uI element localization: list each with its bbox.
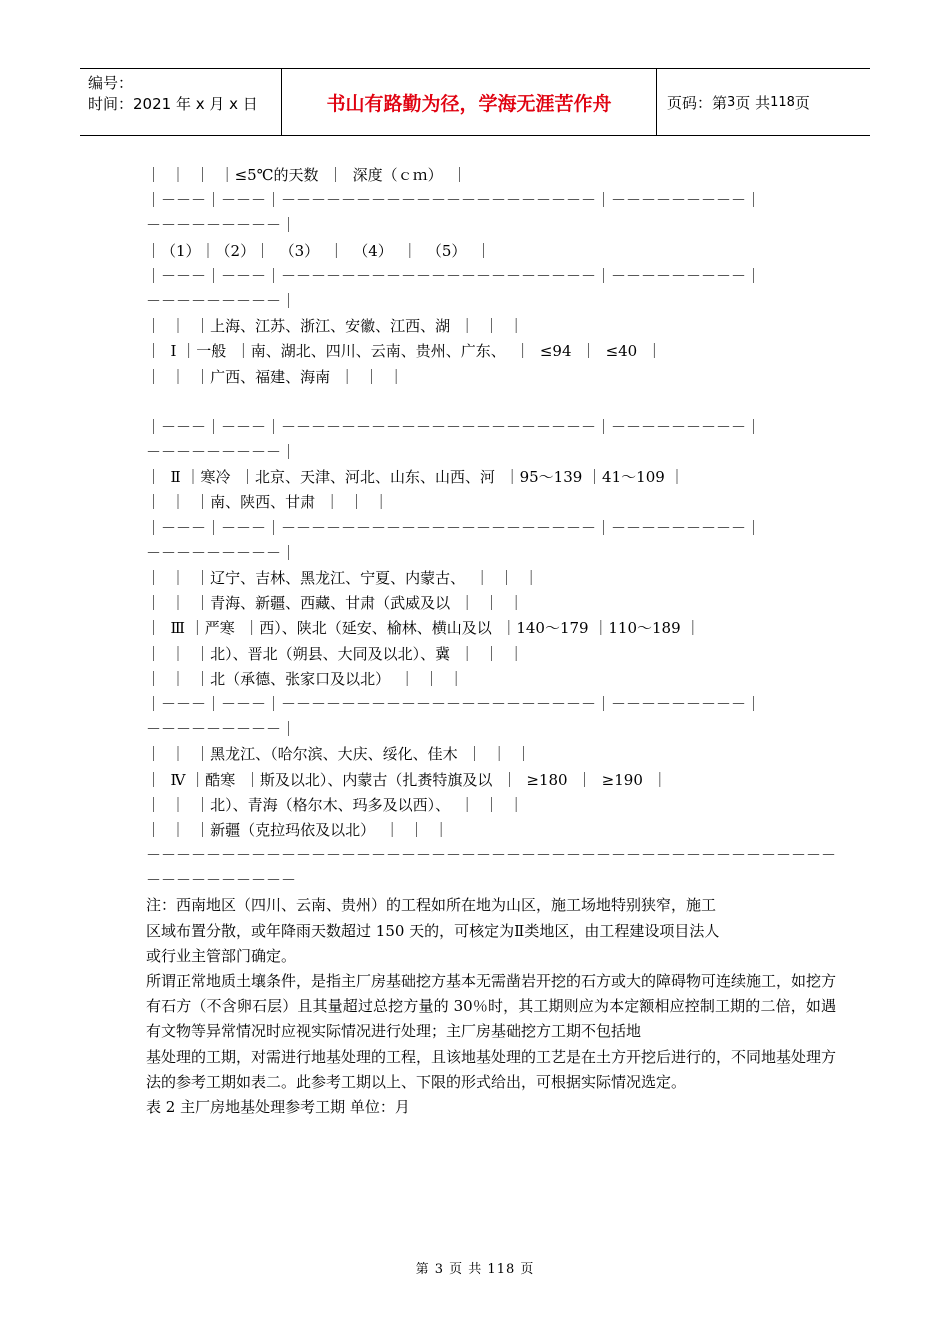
table-line: ｜ ｜ ｜南、陕西、甘肃 ｜ ｜ ｜ (146, 493, 389, 512)
note-line: 区域布置分散，或年降雨天数超过 150 天的，可核定为Ⅱ类地区，由工程建设项目法人 (146, 921, 720, 940)
table-line: ｜ ｜ ｜北（承德、张家口及以北） ｜ ｜ ｜ (146, 669, 464, 688)
paragraph-soil-conditions: 所谓正常地质土壤条件，是指主厂房基础挖方基本无需凿岩开挖的石方或大的障碍物可连续施工，如挖方有石方（不含卵石层）且其量超过总挖方量的 30％时，其工期则应为本定额相应控制工期的二倍，如遇有文物等异常情况时应视实际情况进行处理；主厂房基础挖方工期不包括地 (146, 972, 837, 1041)
table-line: ｜ ｜ ｜上海、江苏、浙江、安徽、江西、湖 ｜ ｜ ｜ (146, 317, 524, 336)
table-line: ｜ Ⅳ ｜酷寒 ｜斯及以北）、内蒙古（扎赉特旗及以 ｜ ≥180 ｜ ≥190 ｜ (146, 770, 668, 789)
table-line: －－－－－－－－－－－－－－－－－－－－－－－－－－－－－－－－－－－－－－－－－－－－－－ (146, 846, 836, 865)
table2-title: 表 2 主厂房地基处理参考工期 单位：月 (146, 1098, 410, 1117)
table-line: ｜ Ⅰ ｜一般 ｜南、湖北、四川、云南、贵州、广东、 ｜ ≤94 ｜ ≤40 ｜ (146, 342, 662, 361)
header-info (80, 69, 282, 135)
note-line: 或行业主管部门确定。 (146, 946, 297, 965)
page-footer: 第 3 页 共 118 页 (415, 1262, 535, 1277)
document-body (146, 163, 836, 1120)
table-line: －－－－－－－－－｜ (146, 720, 297, 739)
table-line: ｜－－－｜－－－｜－－－－－－－－－－－－－－－－－－－－－｜－－－－－－－－－｜ (146, 266, 762, 285)
table-line: －－－－－－－－－｜ (146, 216, 297, 235)
table-line: ｜ ｜ ｜广西、福建、海南 ｜ ｜ ｜ (146, 367, 404, 386)
table-line: ｜－－－｜－－－｜－－－－－－－－－－－－－－－－－－－－－｜－－－－－－－－－｜ (146, 191, 762, 210)
table-line: ｜ Ⅲ ｜严寒 ｜西）、陕北（延安、榆林、横山及以 ｜140～179 ｜110～189 ｜ (146, 619, 701, 638)
table-line: ｜ ｜ ｜辽宁、吉林、黑龙江、宁夏、内蒙古、 ｜ ｜ ｜ (146, 569, 539, 587)
page-total: 118 (770, 94, 795, 110)
table-line: ｜－－－｜－－－｜－－－－－－－－－－－－－－－－－－－－－｜－－－－－－－－－｜ (146, 694, 762, 713)
table-line: ｜ ｜ ｜新疆（克拉玛依及以北） ｜ ｜ ｜ (146, 820, 449, 839)
table-line: ｜ ｜ ｜青海、新疆、西藏、甘肃（武威及以 ｜ ｜ ｜ (146, 594, 524, 613)
table-line: －－－－－－－－－｜ (146, 291, 297, 310)
table-note (146, 893, 836, 969)
table-line: －－－－－－－－－－ (146, 871, 297, 890)
table-line: ｜ ｜ ｜ ｜≤5℃的天数 ｜ 深度（ｃｍ） ｜ (146, 166, 468, 184)
table-line: ｜ ｜ ｜黑龙江、（哈尔滨、大庆、绥化、佳木 ｜ ｜ ｜ (146, 745, 532, 764)
table-line: ｜ ｜ ｜北）、青海（格尔木、玛多及以西）、 ｜ ｜ ｜ (146, 795, 524, 814)
page-end-label: 页 (794, 93, 810, 112)
header-motto: 书山有路勤为径，学海无涯苦作舟 (282, 69, 657, 135)
climate-zone-table (146, 163, 836, 893)
page-number: 3 (727, 94, 736, 110)
page-header (80, 68, 870, 136)
table-line: ｜ ｜ ｜北）、晋北（朔县、大同及以北）、冀 ｜ ｜ ｜ (146, 644, 524, 663)
header-page-info (657, 69, 870, 135)
document-number-label: 编号： (88, 74, 134, 92)
table-line: ｜ Ⅱ ｜寒冷 ｜北京、天津、河北、山东、山西、河 ｜95～139 ｜41～109 ｜ (146, 468, 685, 487)
note-line: 注：西南地区（四川、云南、贵州）的工程如所在地为山区，施工场地特别狭窄，施工 (146, 896, 717, 915)
page-mid-label: 页 共 (735, 93, 771, 112)
table-line: ｜－－－｜－－－｜－－－－－－－－－－－－－－－－－－－－－｜－－－－－－－－－｜ (146, 518, 762, 537)
table-line: －－－－－－－－－｜ (146, 443, 297, 462)
paragraph-foundation-treatment: 基处理的工期，对需进行地基处理的工程，且该地基处理的工艺是在土方开挖后进行的，不同地基处理方法的参考工期如表二。此参考工期以上、下限的形式给出，可根据实际情况选定。 (146, 1047, 837, 1091)
table-line: ｜－－－｜－－－｜－－－－－－－－－－－－－－－－－－－－－｜－－－－－－－－－｜ (146, 417, 762, 436)
page-label: 页码：第 (667, 93, 728, 112)
table-line: －－－－－－－－－｜ (146, 543, 297, 562)
table-line: ｜（1）｜（2）｜ （3） ｜ （4） ｜ （5） ｜ (146, 241, 491, 260)
document-time-label: 时间：2021 年 x 月 x 日 (88, 95, 258, 113)
table-spacer (146, 390, 836, 415)
